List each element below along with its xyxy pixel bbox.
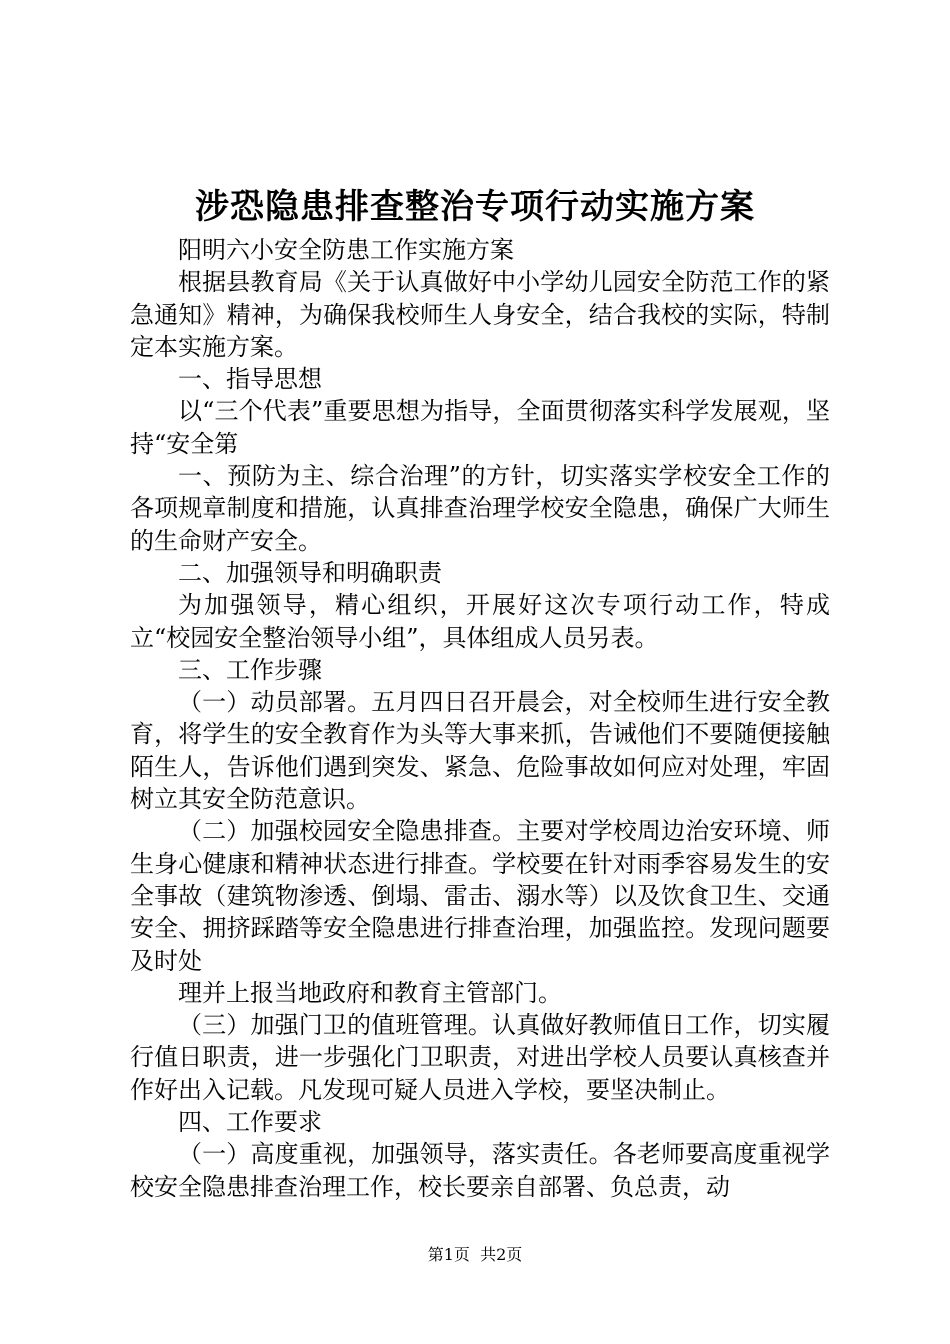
body-paragraph: 为加强领导，精心组织，开展好这次专项行动工作，特成立“校园安全整治领导小组”，具体组成人员另表。 <box>130 591 830 652</box>
body-paragraph: 一、预防为主、综合治理”的方针，切实落实学校安全工作的各项规章制度和措施，认真排查治理学校安全隐患，确保广大师生的生命财产安全。 <box>130 462 830 555</box>
requirement-item-1: （一）高度重视，加强领导，落实责任。各老师要高度重视学校安全隐患排查治理工作，校长要亲自部署、负总责，动 <box>130 1140 830 1201</box>
section-heading-4: 四、工作要求 <box>178 1108 322 1137</box>
section-heading-1: 一、指导思想 <box>178 365 322 394</box>
document-body <box>130 234 830 1203</box>
step-item-3: （三）加强门卫的值班管理。认真做好教师值日工作，切实履行值日职责，进一步强化门卫职责，对进出学校人员要认真核查并作好出入记载。凡发现可疑人员进入学校，要坚决制止。 <box>130 1011 830 1104</box>
section-heading-3: 三、工作步骤 <box>178 655 322 684</box>
step-item-2: （二）加强校园安全隐患排查。主要对学校周边治安环境、师生身心健康和精神状态进行排查。学校要在针对雨季容易发生的安全事故（建筑物渗透、倒塌、雷击、溺水等）以及饮食卫生、交通安全、拥挤踩踏等安全隐患进行排查治理，加强监控。发现问题要及时处 <box>130 817 830 975</box>
page-footer <box>0 1244 950 1266</box>
step-item-1: （一）动员部署。五月四日召开晨会，对全校师生进行安全教育，将学生的安全教育作为头等大事来抓，告诫他们不要随便接触陌生人，告诉他们遇到突发、紧急、危险事故如何应对处理，牢固树立其安全防范意识。 <box>130 688 830 814</box>
subtitle-paragraph: 阳明六小安全防患工作实施方案 <box>178 236 514 264</box>
section-heading-2: 二、加强领导和明确职责 <box>178 558 442 587</box>
document-title: 涉恐隐患排查整治专项行动实施方案 <box>195 187 755 227</box>
page-number: 第1页 共2页 <box>427 1245 523 1264</box>
body-paragraph: 以“三个代表”重要思想为指导，全面贯彻落实科学发展观，坚持“安全第 <box>130 397 830 458</box>
intro-paragraph: 根据县教育局《关于认真做好中小学幼儿园安全防范工作的紧急通知》精神，为确保我校师生人身安全，结合我校的实际，特制定本实施方案。 <box>130 268 830 361</box>
body-paragraph: 理并上报当地政府和教育主管部门。 <box>178 978 562 1007</box>
